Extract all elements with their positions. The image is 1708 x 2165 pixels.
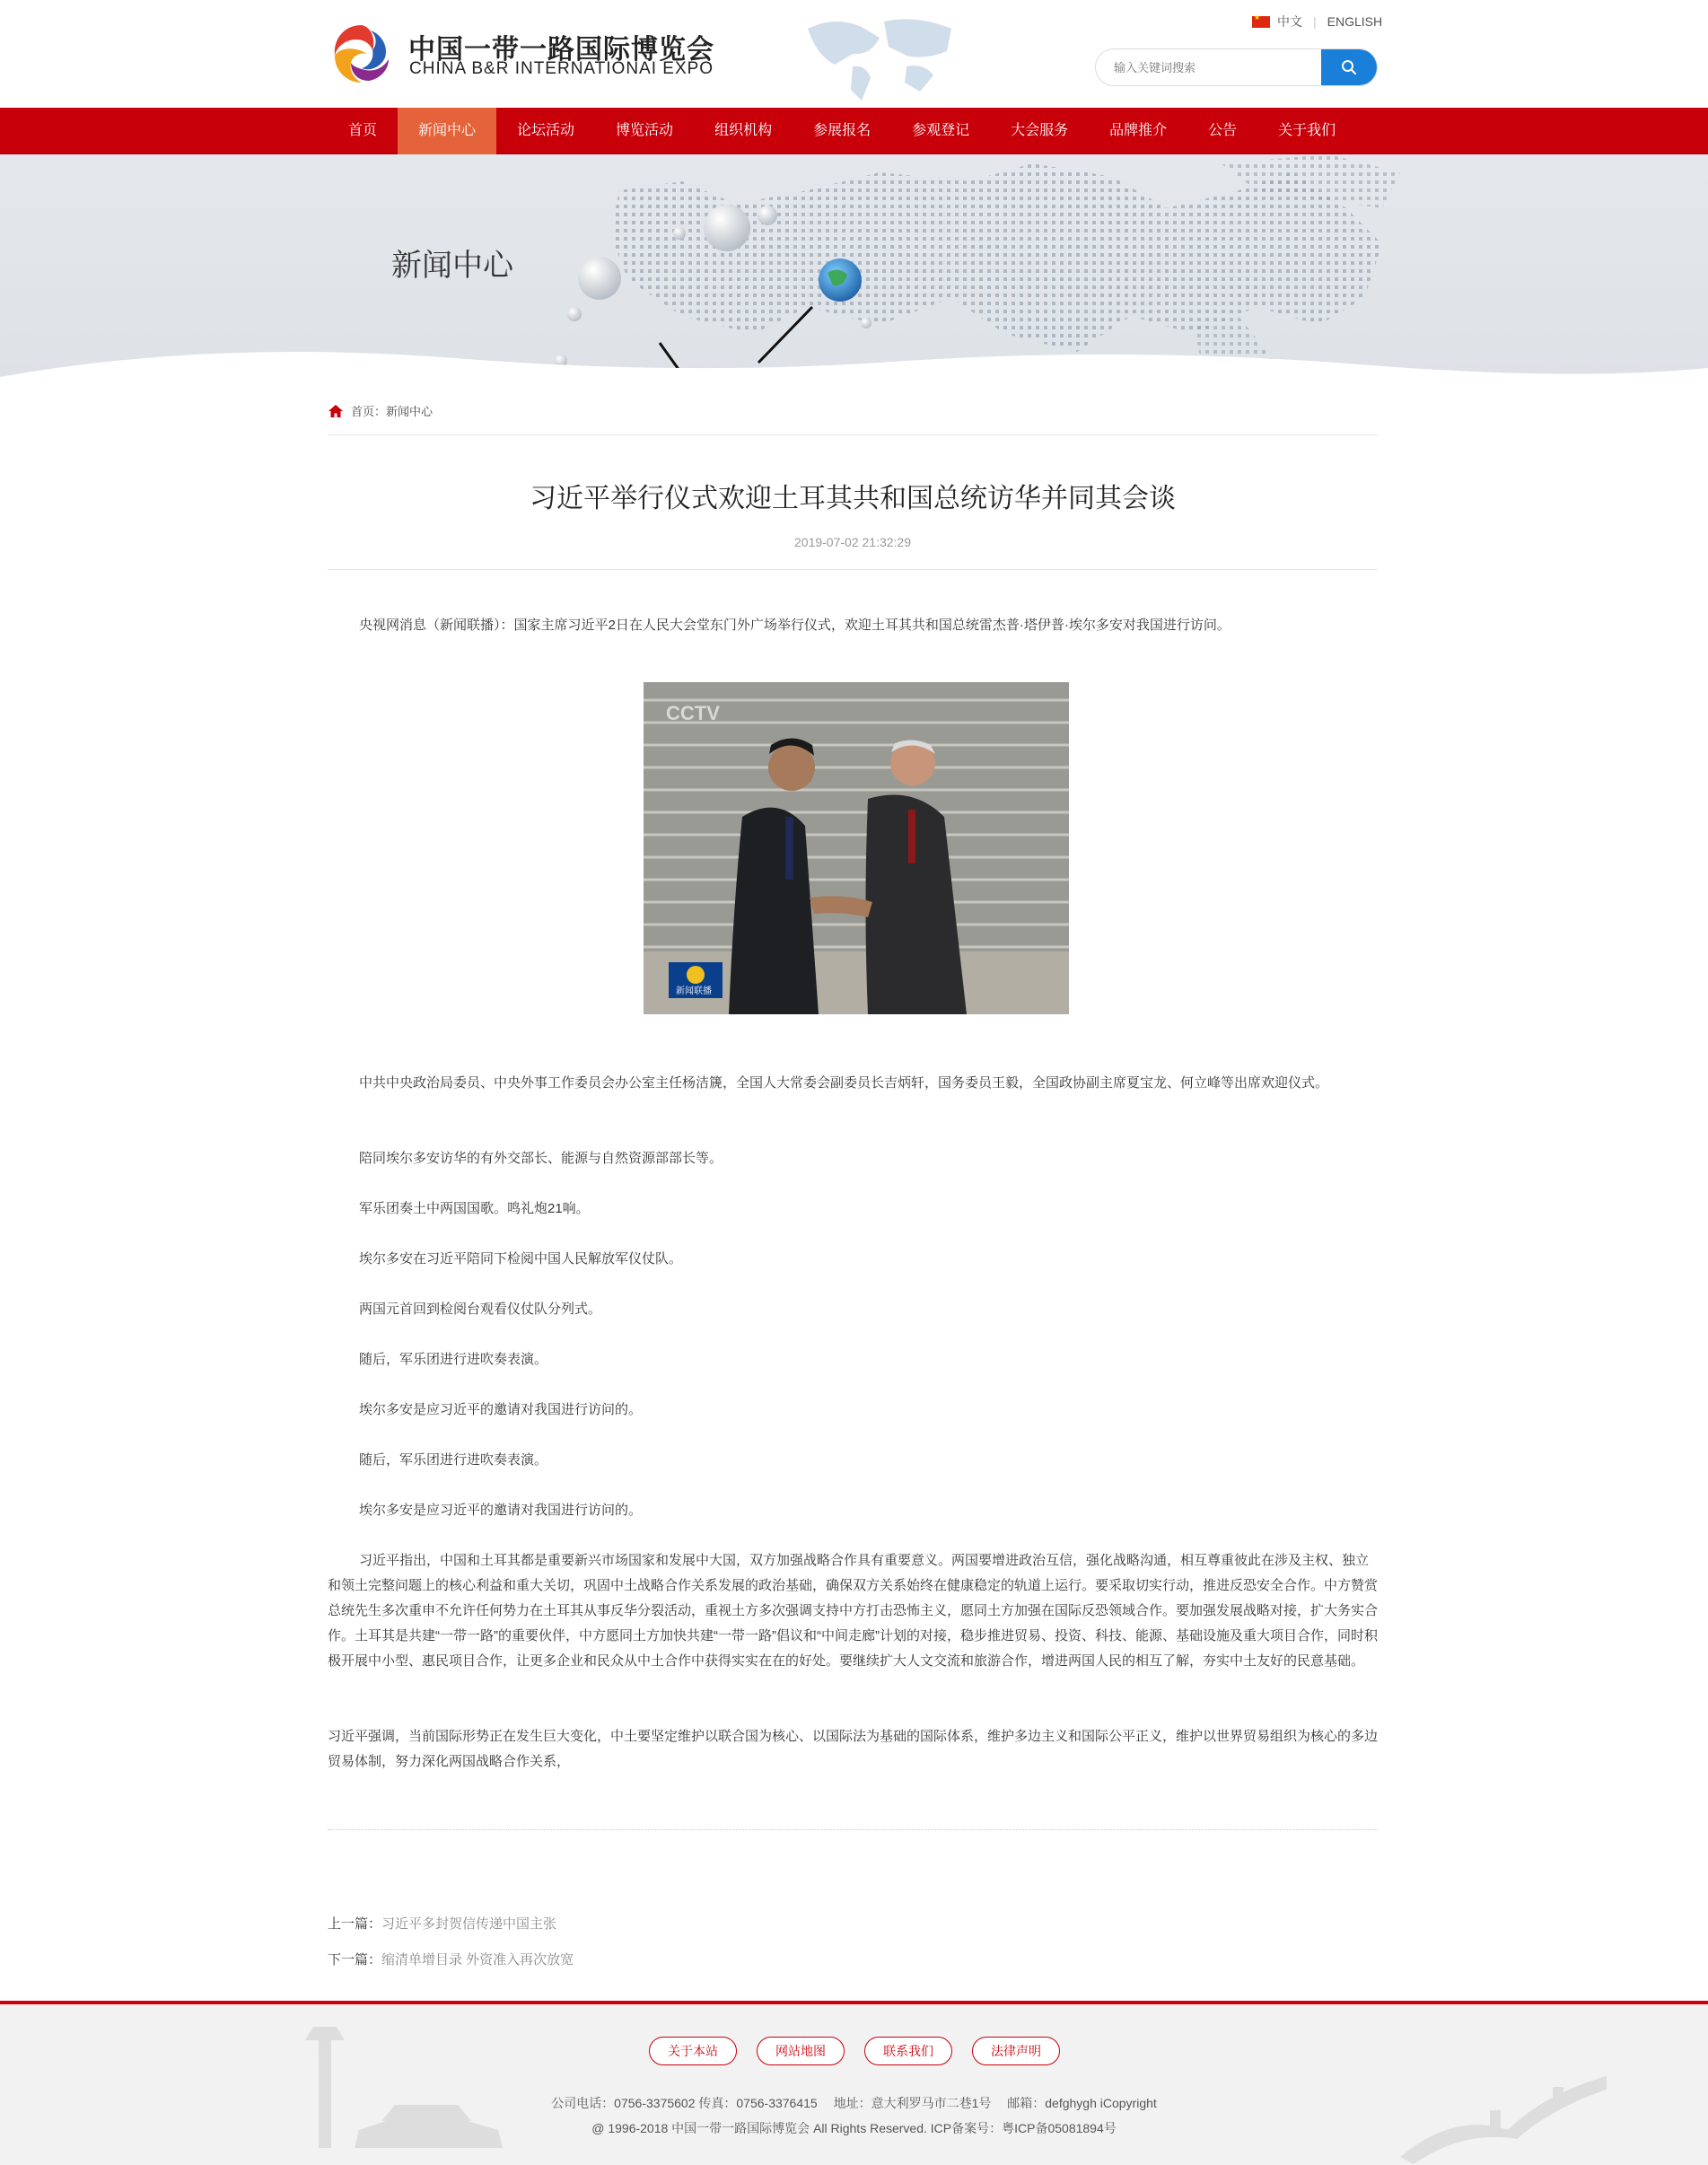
news-program-badge: 新闻联播 bbox=[676, 986, 712, 996]
nav-item-expo[interactable]: 博览活动 bbox=[616, 123, 674, 138]
nav-item-brands[interactable]: 品牌推介 bbox=[1109, 123, 1168, 138]
title-divider bbox=[328, 569, 1378, 570]
nav-item-visitor-registration[interactable]: 参观登记 bbox=[912, 123, 970, 138]
breadcrumb bbox=[328, 402, 433, 419]
article-end-divider bbox=[328, 1829, 1378, 1830]
article-paragraph: 两国元首回到检阅台观看仪仗队分列式。 bbox=[359, 1302, 602, 1317]
breadcrumb-divider bbox=[328, 434, 1378, 435]
search-box bbox=[1095, 48, 1378, 86]
nav-item-about[interactable]: 关于我们 bbox=[1278, 123, 1336, 138]
article-paragraph: 陪同埃尔多安访华的有外交部长、能源与自然资源部部长等。 bbox=[359, 1151, 723, 1166]
article-paragraph: 中共中央政治局委员、中央外事工作委员会办公室主任杨洁篪，全国人大常委会副委员长吉炳轩，国务委员王毅，全国政协副主席夏宝龙、何立峰等出席欢迎仪式。 bbox=[359, 1075, 1329, 1091]
cctv-watermark: CCTV bbox=[666, 702, 720, 724]
nav-item-services[interactable]: 大会服务 bbox=[1011, 123, 1069, 138]
footer-landmark-decoration bbox=[0, 2004, 1708, 2165]
breadcrumb-home[interactable]: 首页 bbox=[351, 405, 375, 418]
nav-item-exhibitor-registration[interactable]: 参展报名 bbox=[813, 123, 872, 138]
logo-emblem-icon bbox=[328, 20, 396, 88]
breadcrumb-current[interactable]: 新闻中心 bbox=[386, 405, 434, 418]
site-header bbox=[0, 0, 1708, 108]
logo-chinese-name: 中国一带一路国际博览会 bbox=[408, 35, 714, 65]
search-input[interactable] bbox=[1114, 49, 1311, 85]
language-switcher bbox=[1252, 13, 1382, 31]
prev-article-label: 上一篇： bbox=[328, 1916, 382, 1932]
article-paragraph: 随后，军乐团进行进吹奏表演。 bbox=[359, 1452, 548, 1468]
next-article bbox=[328, 1950, 574, 1968]
article-photo-image bbox=[644, 682, 1069, 1014]
footer-links bbox=[649, 2037, 1060, 2065]
footer-contact-info: 公司电话：0756-3375602 传真：0756-3376415 地址：意大利罗马市二巷1号 邮箱：defghygh iCopyright bbox=[551, 2096, 1157, 2110]
footer-legal-button[interactable]: 法律声明 bbox=[972, 2037, 1060, 2065]
china-flag-icon bbox=[1252, 16, 1270, 28]
next-article-link[interactable]: 缩清单增目录 外资准入再次放宽 bbox=[381, 1952, 574, 1968]
article-photo bbox=[644, 682, 1069, 1014]
lang-separator: | bbox=[1313, 14, 1317, 29]
banner-illustration bbox=[0, 154, 1708, 386]
prev-article bbox=[328, 1914, 556, 1933]
article-lead: 央视网消息（新闻联播）：国家主席习近平2日在人民大会堂东门外广场举行仪式，欢迎土耳其共和国总统雷杰普·塔伊普·埃尔多安对我国进行访问。 bbox=[359, 618, 1231, 633]
article-title: 习近平举行仪式欢迎土耳其共和国总统访华并同其会谈 bbox=[530, 484, 1176, 513]
article-date: 2019-07-02 21:32:29 bbox=[794, 535, 911, 549]
page-banner bbox=[0, 154, 1708, 386]
footer-copyright: @ 1996-2018 中国一带一路国际博览会 All Rights Reserved. ICP备案号：粤ICP备05081894号 bbox=[591, 2121, 1117, 2135]
site-footer bbox=[0, 2004, 1708, 2165]
article-paragraph: 埃尔多安是应习近平的邀请对我国进行访问的。 bbox=[359, 1503, 643, 1518]
footer-sitemap-button[interactable]: 网站地图 bbox=[757, 2037, 845, 2065]
article-paragraph: 埃尔多安是应习近平的邀请对我国进行访问的。 bbox=[359, 1402, 643, 1417]
article-paragraph: 军乐团奏土中两国国歌。鸣礼炮21响。 bbox=[359, 1201, 590, 1216]
article-closing-paragraph: 习近平强调，当前国际形势正在发生巨大变化，中土要坚定维护以联合国为核心、以国际法为基础的国际体系，维护多边主义和国际公平正义，维护以世界贸易组织为核心的多边贸易体制，努力深化两国战略合作关系， bbox=[328, 1729, 1379, 1769]
home-icon bbox=[328, 404, 344, 418]
article-paragraph: 埃尔多安在习近平陪同下检阅中国人民解放军仪仗队。 bbox=[359, 1251, 683, 1267]
prev-article-link[interactable]: 习近平多封贺信传递中国主张 bbox=[381, 1916, 557, 1932]
nav-item-news[interactable]: 新闻中心 bbox=[398, 108, 496, 154]
nav-item-forum[interactable]: 论坛活动 bbox=[517, 123, 575, 138]
article-paragraph: 习近平指出，中国和土耳其都是重要新兴市场国家和发展中大国，双方加强战略合作具有重要意义。两国要增进政治互信，强化战略沟通，相互尊重彼此在涉及主权、独立和领土完整问题上的核心利益和重大关切，巩固中土战略合作关系发展的政治基础，确保双方关系始终在健康稳定的轨道上运行。要采取切实行动，推进反恐安全合作。中方赞赏总统先生多次重申不允许任何势力在土耳其从事反华分裂活动，重视土方多次强调支持中方打击恐怖主义，愿同土方加强在国际反恐领域合作。要加强发展战略对接，扩大务实合作。土耳其是共建“一带一路”的重要伙伴，中方愿同土方加快共建“一带一路”倡议和“中间走廊”计划的对接，稳步推进贸易、投资、科技、能源、基础设施及重大项目合作，同时积极开展中小型、惠民项目合作，让更多企业和民众从中土合作中获得实实在在的好处。要继续扩大人文交流和旅游合作，增进两国人民的相互了解，夯实中土友好的民意基础。 bbox=[328, 1553, 1379, 1669]
nav-item-home[interactable]: 首页 bbox=[348, 123, 378, 138]
logo-english-name: CHINA B&R INTERNATIONAI EXPO bbox=[409, 59, 714, 78]
next-article-label: 下一篇： bbox=[328, 1952, 382, 1968]
nav-item-organization[interactable]: 组织机构 bbox=[714, 123, 773, 138]
lang-chinese-link[interactable]: 中文 bbox=[1277, 14, 1302, 29]
main-nav bbox=[0, 108, 1708, 154]
footer-about-button[interactable]: 关于本站 bbox=[649, 2037, 737, 2065]
site-logo[interactable] bbox=[328, 20, 714, 88]
search-button[interactable] bbox=[1321, 49, 1377, 85]
world-map-decoration bbox=[799, 11, 960, 105]
lang-english-link[interactable]: ENGLISH bbox=[1327, 14, 1383, 29]
footer-contact-button[interactable]: 联系我们 bbox=[864, 2037, 952, 2065]
search-icon bbox=[1341, 59, 1357, 75]
breadcrumb-separator: ： bbox=[374, 405, 387, 418]
article-paragraph: 随后，军乐团进行进吹奏表演。 bbox=[359, 1352, 548, 1367]
banner-title: 新闻中心 bbox=[391, 248, 513, 284]
nav-item-announcements[interactable]: 公告 bbox=[1208, 123, 1238, 138]
